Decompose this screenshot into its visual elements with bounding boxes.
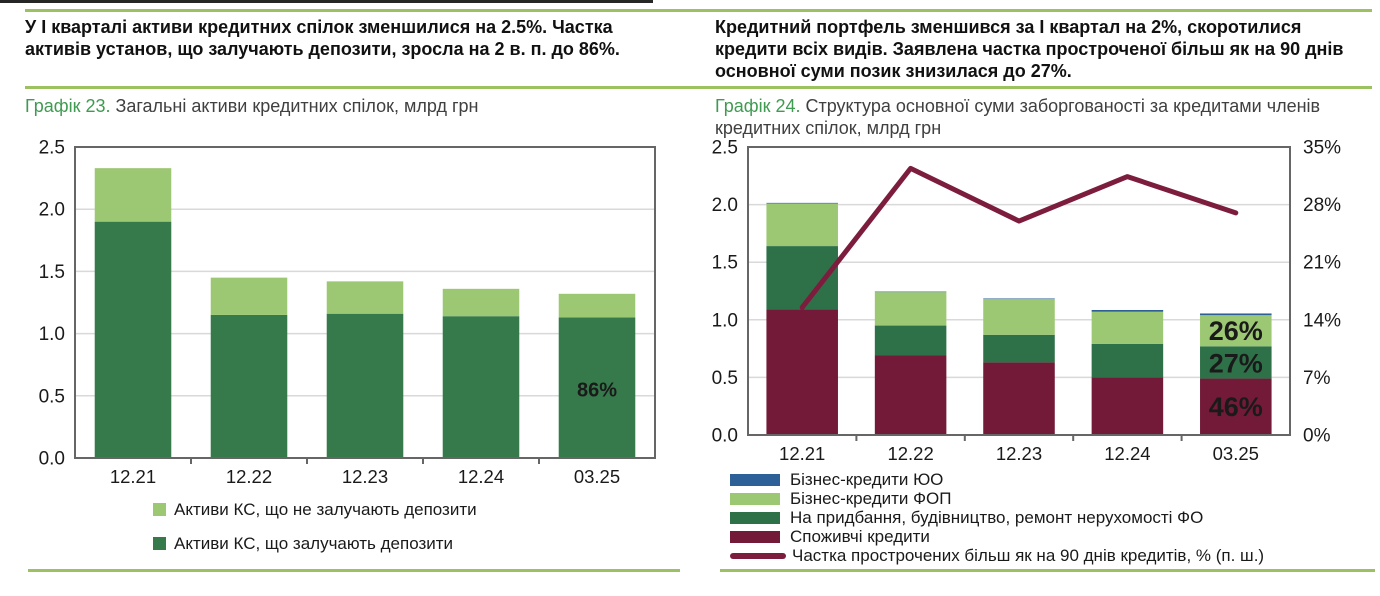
svg-text:1.0: 1.0 <box>38 324 65 346</box>
svg-text:0.5: 0.5 <box>38 386 65 408</box>
left-summary-text: У І кварталі активи кредитних спілок зменшилися на 2.5%. Частка активів установ, що залучають депозити, зросла на 2 в. п. до 86%. <box>25 17 620 59</box>
svg-text:2.0: 2.0 <box>711 195 738 217</box>
svg-text:2.5: 2.5 <box>38 137 65 159</box>
right-chart-number: Графік 24. <box>715 96 801 116</box>
legend-swatch <box>730 512 780 524</box>
svg-text:28%: 28% <box>1303 195 1342 217</box>
legend-item <box>730 527 1264 546</box>
left-bottom-divider <box>28 569 680 572</box>
svg-text:1.0: 1.0 <box>711 310 738 332</box>
top-green-divider <box>25 9 1372 12</box>
svg-text:12.22: 12.22 <box>225 466 273 487</box>
svg-text:26%: 26% <box>1208 316 1263 347</box>
svg-text:21%: 21% <box>1303 252 1342 274</box>
svg-text:03.25: 03.25 <box>1212 443 1259 464</box>
top-dark-divider <box>0 0 653 3</box>
legend-label: Активи КС, що не залучають депозити <box>174 499 477 519</box>
right-chart-legend <box>730 470 1264 565</box>
header-green-divider <box>25 86 1372 89</box>
legend-label: На придбання, будівництво, ремонт нерухомості ФО <box>790 507 1204 527</box>
svg-text:0.5: 0.5 <box>711 367 738 389</box>
left-chart-legend <box>153 499 477 567</box>
credit-union-assets-chart <box>25 133 685 493</box>
svg-text:2.5: 2.5 <box>711 137 738 159</box>
svg-text:12.21: 12.21 <box>109 466 157 487</box>
svg-text:1.5: 1.5 <box>711 252 738 274</box>
legend-item <box>730 508 1264 527</box>
legend-item <box>153 533 477 554</box>
svg-text:86%: 86% <box>576 379 618 402</box>
right-bottom-divider <box>720 569 1375 572</box>
legend-label: Частка прострочених більш як на 90 днів кредитів, % (п. ш.) <box>792 545 1265 565</box>
right-summary-text: Кредитний портфель зменшився за І квартал на 2%, скоротилися кредити всіх видів. Заявлена частка простроченої більш як на 90 днів основної суми позик знизилася до 27%. <box>715 17 1344 81</box>
legend-swatch <box>730 493 780 505</box>
svg-text:12.23: 12.23 <box>341 466 389 487</box>
svg-text:35%: 35% <box>1303 137 1342 159</box>
right-chart-title-text: Структура основної суми заборгованості за кредитами членів кредитних спілок, млрд грн <box>715 96 1321 138</box>
svg-text:27%: 27% <box>1208 348 1263 379</box>
left-chart-title <box>25 95 685 117</box>
legend-label: Бізнес-кредити ФОП <box>790 488 952 508</box>
svg-text:12.21: 12.21 <box>779 443 826 464</box>
legend-label: Споживчі кредити <box>790 526 930 546</box>
svg-text:12.23: 12.23 <box>995 443 1043 464</box>
legend-item <box>730 546 1264 565</box>
legend-label: Активи КС, що залучають депозити <box>174 533 454 553</box>
svg-text:1.5: 1.5 <box>38 261 65 283</box>
legend-label: Бізнес-кредити ЮО <box>790 469 944 489</box>
svg-text:12.24: 12.24 <box>1104 443 1151 464</box>
legend-item <box>153 499 477 520</box>
svg-text:0.0: 0.0 <box>38 448 65 470</box>
svg-text:7%: 7% <box>1303 367 1331 389</box>
legend-swatch <box>730 553 786 559</box>
svg-text:14%: 14% <box>1303 310 1342 332</box>
legend-item <box>730 489 1264 508</box>
svg-text:12.24: 12.24 <box>457 466 505 487</box>
svg-text:2.0: 2.0 <box>38 199 65 221</box>
legend-item <box>730 470 1264 489</box>
left-chart-title-text: Загальні активи кредитних спілок, млрд грн <box>110 96 479 116</box>
legend-swatch <box>153 503 166 516</box>
svg-text:46%: 46% <box>1208 392 1263 423</box>
legend-swatch <box>730 474 780 486</box>
svg-text:0%: 0% <box>1303 425 1331 447</box>
svg-text:03.25: 03.25 <box>573 466 621 487</box>
legend-swatch <box>730 531 780 543</box>
legend-swatch <box>153 537 166 550</box>
loan-structure-chart <box>690 133 1380 469</box>
left-chart-number: Графік 23. <box>25 96 111 116</box>
svg-text:0.0: 0.0 <box>711 425 738 447</box>
svg-text:12.22: 12.22 <box>887 443 934 464</box>
